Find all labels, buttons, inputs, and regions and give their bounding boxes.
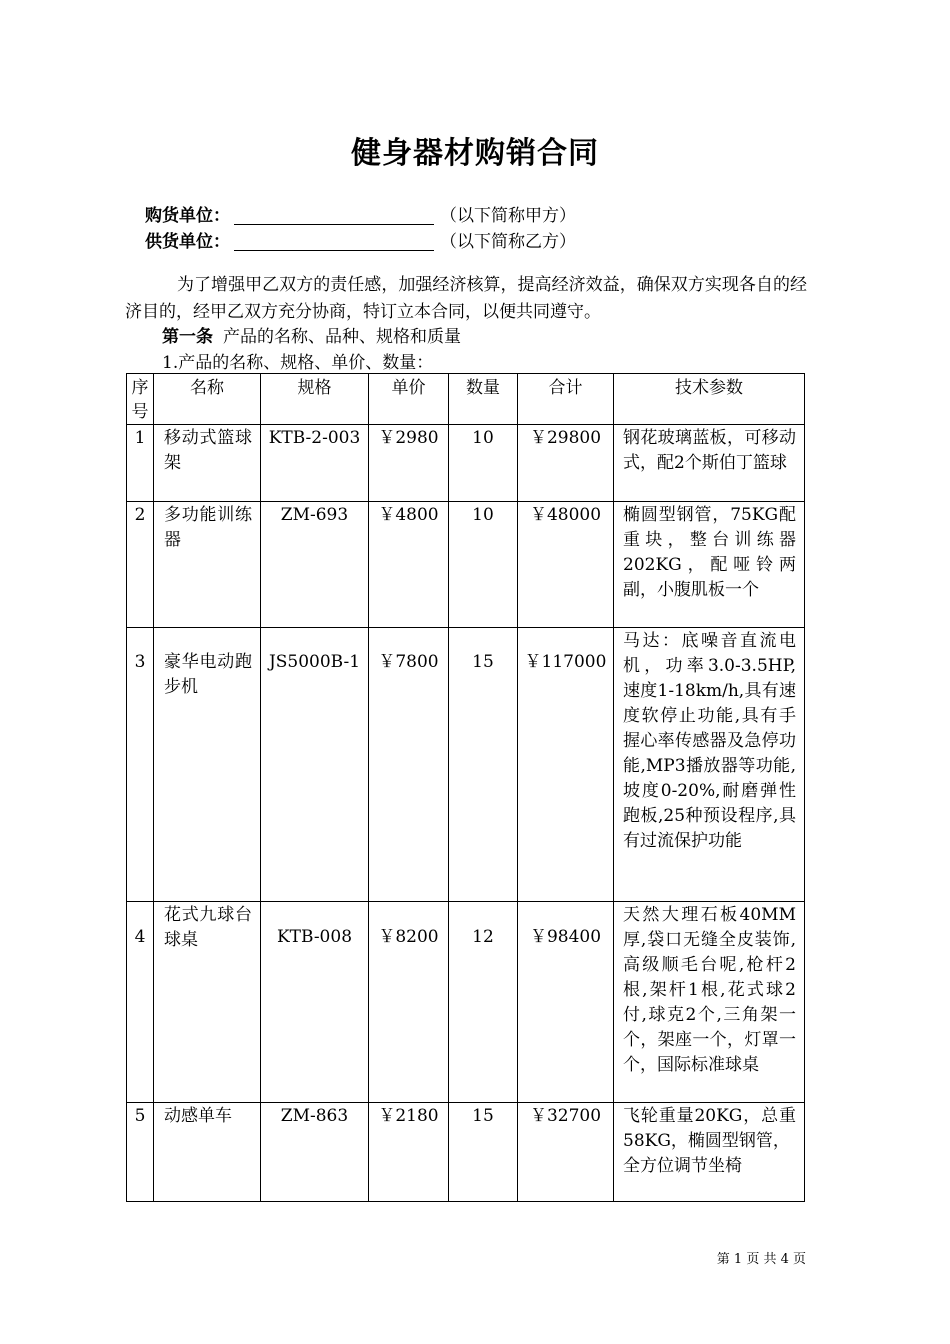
cell-qty: 10 bbox=[449, 425, 518, 502]
cell-tech: 天然大理石板40MM厚,袋口无缝全皮装饰,高级顺毛台呢,枪杆2根,架杆1根,花式球2付,球克2个,三角架一个，架座一个，灯罩一个，国际标准球桌 bbox=[614, 902, 805, 1103]
header-no: 序号 bbox=[127, 374, 154, 425]
subheading: 1.产品的名称、规格、单价、数量： bbox=[162, 353, 434, 373]
intro-paragraph: 为了增强甲乙双方的责任感，加强经济核算，提高经济效益，确保双方实现各自的经济目的，经甲乙双方充分协商，特订立本合同，以便共同遵守。 bbox=[125, 275, 807, 322]
header-total: 合计 bbox=[518, 374, 614, 425]
seller-note: （以下简称乙方） bbox=[440, 232, 576, 252]
article-1-text: 产品的名称、品种、规格和质量 bbox=[223, 327, 461, 347]
cell-total: ￥98400 bbox=[518, 902, 614, 1103]
cell-price: ￥2180 bbox=[369, 1103, 449, 1202]
seller-blank[interactable] bbox=[234, 233, 434, 251]
header-tech: 技术参数 bbox=[614, 374, 805, 425]
header-spec: 规格 bbox=[261, 374, 369, 425]
cell-spec: JS5000B-1 bbox=[261, 628, 369, 902]
cell-no: 2 bbox=[127, 502, 154, 628]
cell-qty: 15 bbox=[449, 628, 518, 902]
cell-total: ￥48000 bbox=[518, 502, 614, 628]
cell-no: 1 bbox=[127, 425, 154, 502]
page-footer: 第 1 页 共 4 页 bbox=[716, 1252, 806, 1267]
article-1-heading: 第一条 bbox=[162, 327, 213, 347]
cell-name: 动感单车 bbox=[154, 1103, 261, 1202]
cell-total: ￥29800 bbox=[518, 425, 614, 502]
table-header-row bbox=[127, 374, 805, 425]
table-row bbox=[127, 425, 805, 502]
buyer-blank[interactable] bbox=[234, 207, 434, 225]
cell-spec: KTB-2-003 bbox=[261, 425, 369, 502]
cell-tech bbox=[614, 1103, 805, 1202]
cell-qty: 10 bbox=[449, 502, 518, 628]
cell-tech: 椭圆型钢管，75KG配重块，整台训练器202KG，配哑铃两副，小腹肌板一个 bbox=[614, 502, 805, 628]
cell-spec: KTB-008 bbox=[261, 902, 369, 1103]
header-name: 名称 bbox=[154, 374, 261, 425]
cell-no: 4 bbox=[127, 902, 154, 1103]
cell-tech-line: 飞轮重量20KG，总重58KG，椭圆型钢管， bbox=[623, 1106, 796, 1151]
buyer-label: 购货单位： bbox=[145, 206, 230, 226]
document-title: 健身器材购销合同 bbox=[351, 136, 599, 171]
cell-no: 3 bbox=[127, 628, 154, 902]
article-1 bbox=[162, 322, 461, 347]
cell-name: 多功能训练器 bbox=[154, 502, 261, 628]
cell-spec: ZM-863 bbox=[261, 1103, 369, 1202]
cell-total: ￥32700 bbox=[518, 1103, 614, 1202]
seller-line bbox=[145, 227, 576, 252]
cell-name: 移动式篮球架 bbox=[154, 425, 261, 502]
cell-tech: 钢花玻璃蓝板，可移动式，配2个斯伯丁篮球 bbox=[614, 425, 805, 502]
seller-label: 供货单位： bbox=[145, 232, 230, 252]
buyer-note: （以下简称甲方） bbox=[440, 206, 576, 226]
cell-price: ￥2980 bbox=[369, 425, 449, 502]
product-table bbox=[126, 373, 805, 1202]
table-row bbox=[127, 902, 805, 1103]
cell-name: 花式九球台球桌 bbox=[154, 902, 261, 1103]
cell-qty: 12 bbox=[449, 902, 518, 1103]
table-row bbox=[127, 502, 805, 628]
cell-price: ￥8200 bbox=[369, 902, 449, 1103]
cell-name: 豪华电动跑步机 bbox=[154, 628, 261, 902]
cell-tech-line: 全方位调节坐椅 bbox=[623, 1156, 742, 1176]
cell-tech: 马达：底噪音直流电机，功率3.0-3.5HP,速度1-18km/h,具有速度软停止功能,具有手握心率传感器及急停功能,MP3播放器等功能,坡度0-20%,耐磨弹性跑板,25种预设程序,具有过流保护功能 bbox=[614, 628, 805, 902]
cell-total: ￥117000 bbox=[518, 628, 614, 902]
cell-price: ￥4800 bbox=[369, 502, 449, 628]
cell-price: ￥7800 bbox=[369, 628, 449, 902]
header-price: 单价 bbox=[369, 374, 449, 425]
buyer-line bbox=[145, 201, 576, 226]
header-qty: 数量 bbox=[449, 374, 518, 425]
table-row bbox=[127, 628, 805, 902]
table-row bbox=[127, 1103, 805, 1202]
cell-spec: ZM-693 bbox=[261, 502, 369, 628]
cell-qty: 15 bbox=[449, 1103, 518, 1202]
cell-no: 5 bbox=[127, 1103, 154, 1202]
